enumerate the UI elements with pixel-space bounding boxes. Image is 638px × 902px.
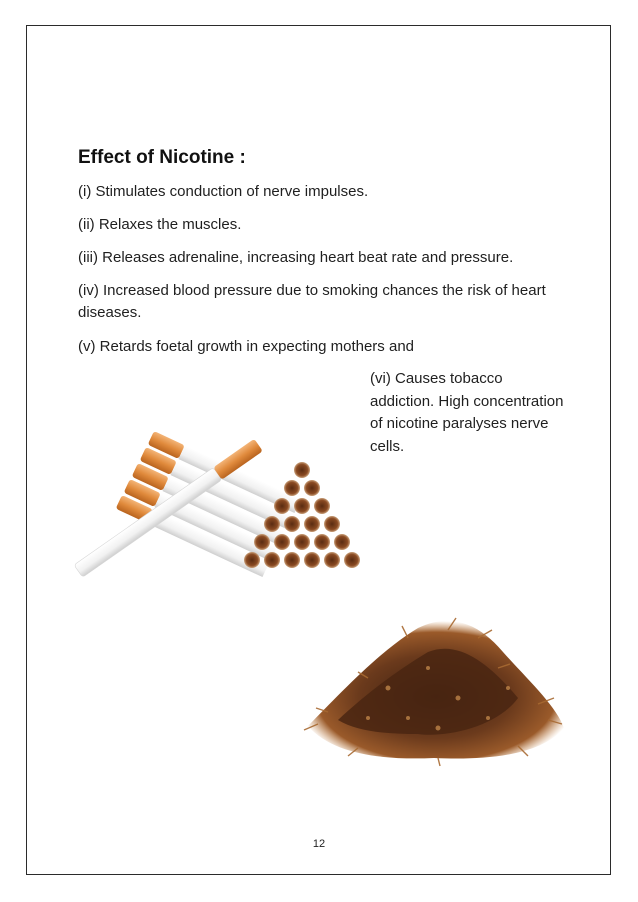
- effect-item-5: (v) Retards foetal growth in expecting mothers and: [78, 338, 414, 355]
- cigarettes-image: [66, 395, 362, 585]
- effect-item-4: (iv) Increased blood pressure due to smoking chances the risk of heart diseases.: [78, 282, 546, 321]
- effect-item-6: (vi) Causes tobacco addiction. High concentration of nicotine paralyses nerve cells.: [370, 370, 564, 455]
- effect-item-3: (iii) Releases adrenaline, increasing heart beat rate and pressure.: [78, 249, 514, 266]
- tobacco-image: [298, 608, 570, 768]
- section-heading: Effect of Nicotine :: [78, 147, 246, 168]
- page-number: 12: [312, 838, 326, 850]
- effect-item-2: (ii) Relaxes the muscles.: [78, 216, 242, 233]
- tobacco-pile: [304, 618, 564, 766]
- effect-item-1: (i) Stimulates conduction of nerve impulses.: [78, 183, 369, 200]
